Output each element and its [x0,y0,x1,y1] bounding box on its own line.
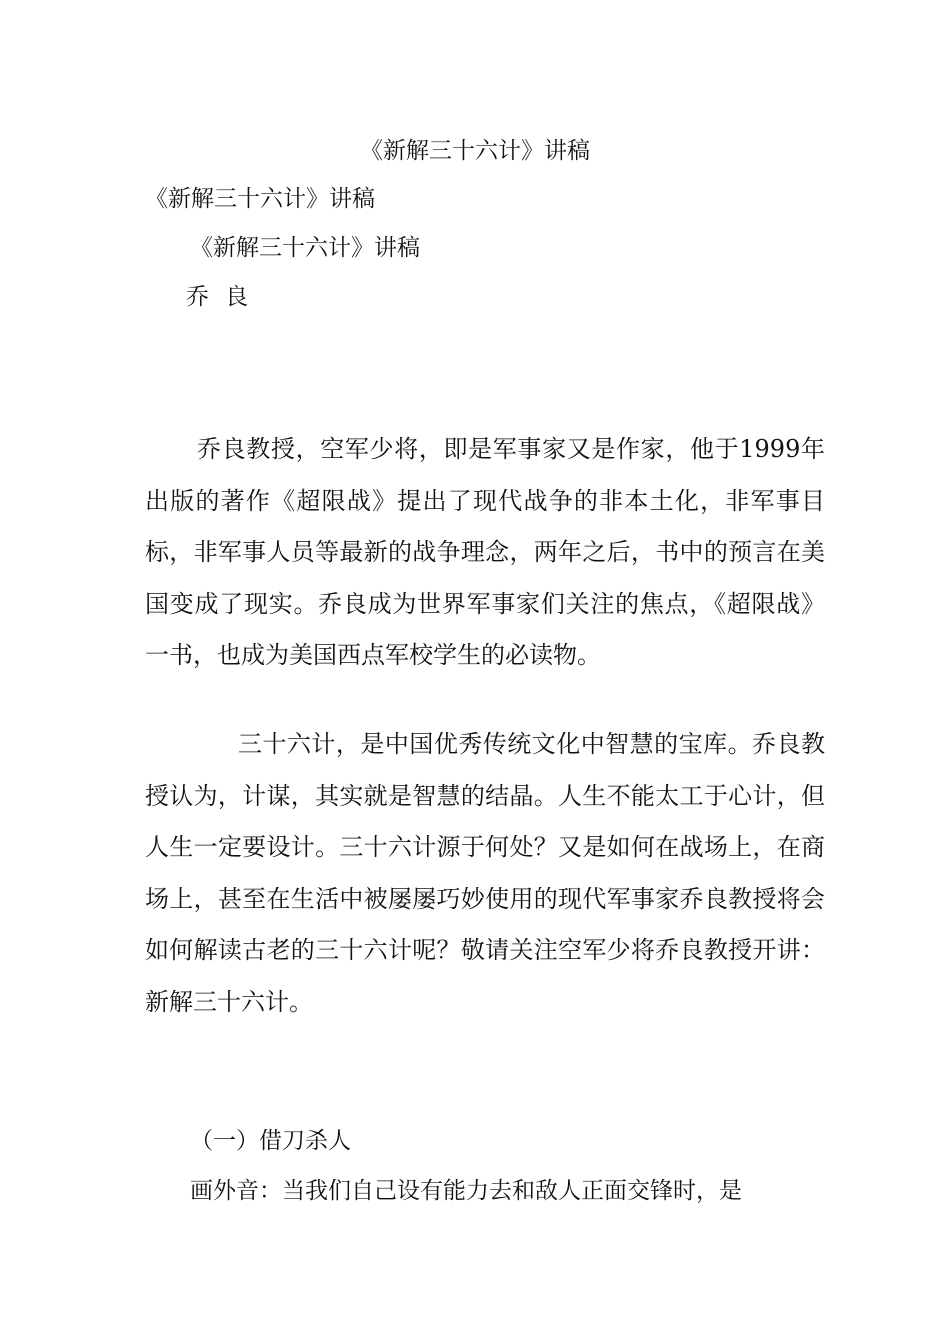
document-title-repeat-2: 《新解三十六计》讲稿 [190,235,420,261]
document-title-repeat-1: 《新解三十六计》讲稿 [145,186,375,212]
author-name: 乔良 [186,284,264,310]
voiceover-line: 画外音：当我们自己设有能力去和敌人正面交锋时，是 [190,1178,742,1204]
document-title-centered: 《新解三十六计》讲稿 [360,138,590,164]
intro-paragraph: 乔良教授，空军少将，即是军事家又是作家，他于1999年出版的著作《超限战》提出了现代战争的非本土化，非军事目标，非军事人员等最新的战争理念，两年之后，书中的预言在美国变成了现实。乔良成为世界军事家们关注的焦点，《超限战》一书，也成为美国西点军校学生的必读物。 [145,435,825,669]
summary-paragraph: 三十六计，是中国优秀传统文化中智慧的宝库。乔良教授认为，计谋，其实就是智慧的结晶。人生不能太工于心计，但人生一定要设计。三十六计源于何处？又是如何在战场上，在商场上，甚至在生活中被屡屡巧妙使用的现代军事家乔良教授将会如何解读古老的三十六计呢？敬请关注空军少将乔良教授开讲：新解三十六计。 [145,730,825,1016]
section-heading: （一）借刀杀人 [190,1128,351,1154]
